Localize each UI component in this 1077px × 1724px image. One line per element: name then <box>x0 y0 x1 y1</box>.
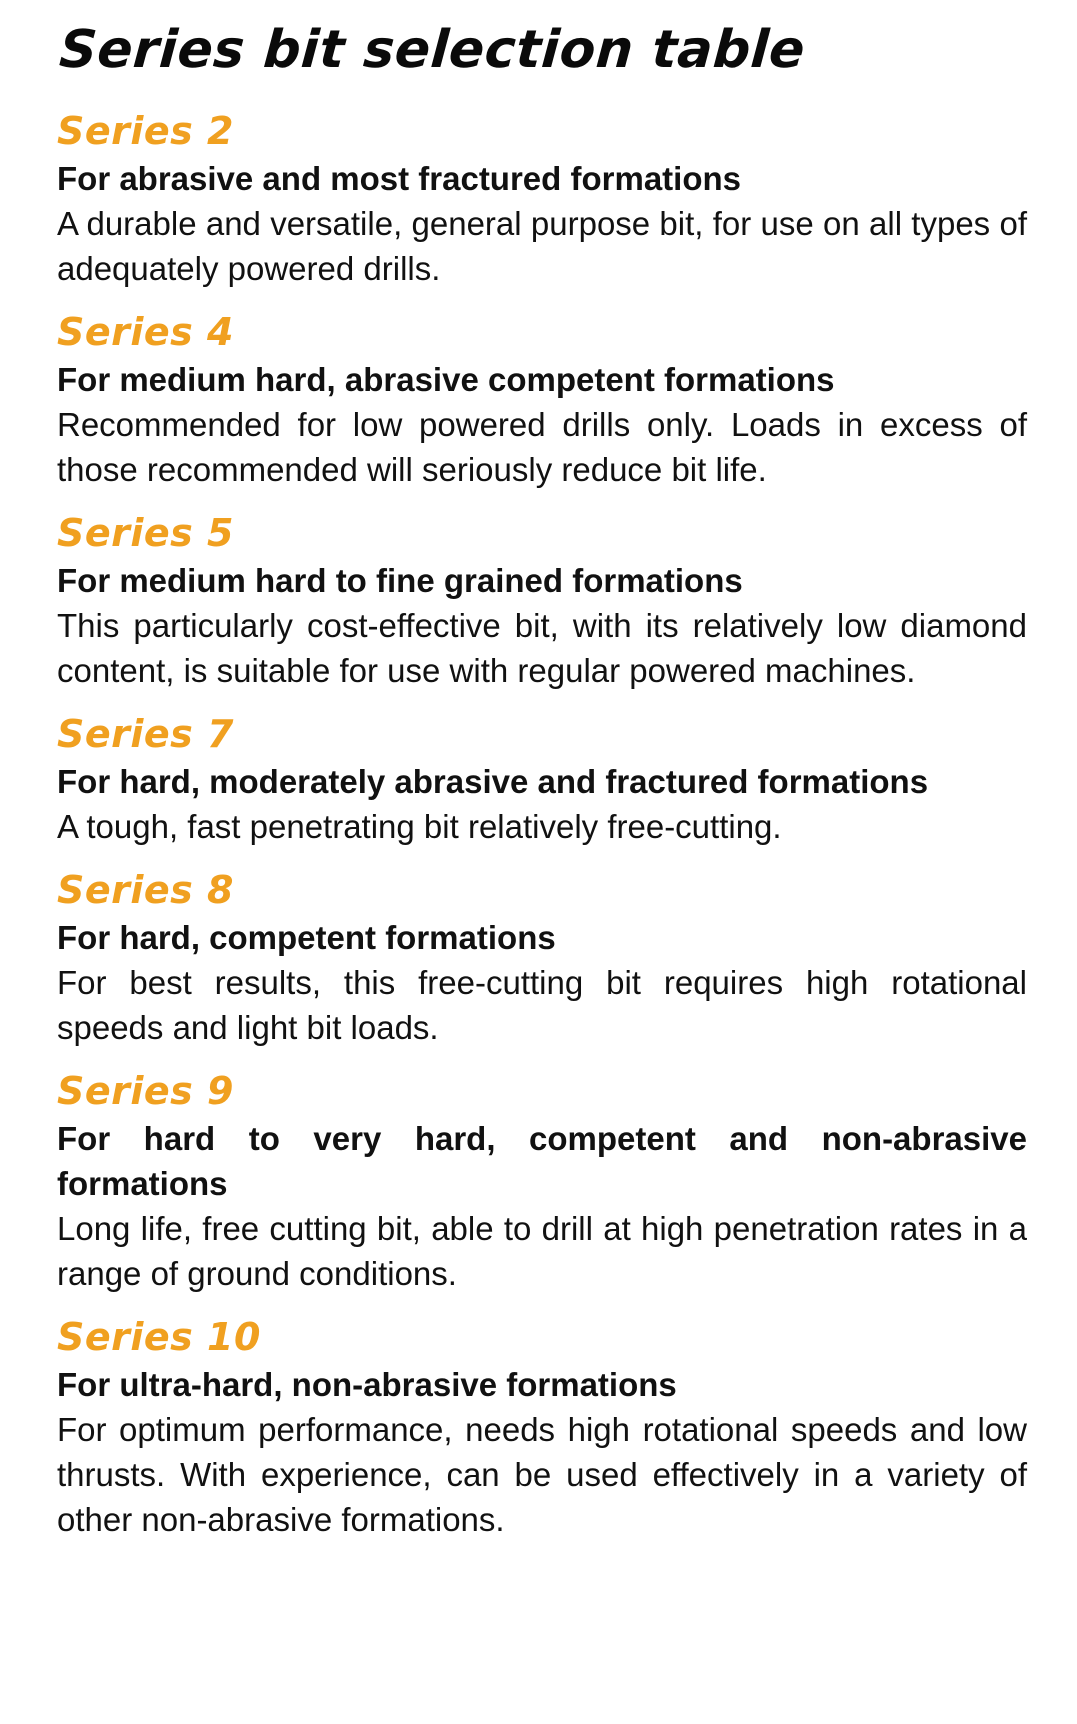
series-name: Series 10 <box>57 1315 261 1359</box>
series-description: For optimum performance, needs high rotational speeds and low thrusts. With experience, can be used effectively in a variety of other non-abrasive formations. <box>57 1411 1027 1538</box>
series-section-4 <box>57 307 1027 492</box>
series-heading: For abrasive and most fractured formations <box>57 160 741 197</box>
series-name: Series 4 <box>57 310 234 354</box>
series-name: Series 7 <box>57 712 234 756</box>
series-name: Series 2 <box>57 109 234 153</box>
series-description: This particularly cost-effective bit, with its relatively low diamond content, is suitable for use with regular powered machines. <box>57 607 1027 689</box>
series-section-2 <box>57 106 1027 291</box>
series-description: A tough, fast penetrating bit relatively free-cutting. <box>57 808 782 845</box>
series-section-10 <box>57 1312 1027 1542</box>
series-heading: For hard, moderately abrasive and fractured formations <box>57 763 929 800</box>
series-section-7 <box>57 709 1027 849</box>
series-description: Long life, free cutting bit, able to drill at high penetration rates in a range of ground conditions. <box>57 1210 1027 1292</box>
page-title: Series bit selection table <box>57 20 808 80</box>
series-heading: For medium hard to fine grained formations <box>57 562 743 599</box>
series-heading: For ultra-hard, non-abrasive formations <box>57 1366 677 1403</box>
series-section-8 <box>57 865 1027 1050</box>
series-name: Series 5 <box>57 511 234 555</box>
series-heading: For hard to very hard, competent and non-abrasive formations <box>57 1120 1027 1202</box>
series-section-5 <box>57 508 1027 693</box>
document-page <box>57 14 1027 1558</box>
series-description: For best results, this free-cutting bit requires high rotational speeds and light bit loads. <box>57 964 1027 1046</box>
series-heading: For hard, competent formations <box>57 919 556 956</box>
series-section-9 <box>57 1066 1027 1296</box>
series-description: Recommended for low powered drills only. Loads in excess of those recommended will seriously reduce bit life. <box>57 406 1027 488</box>
series-name: Series 8 <box>57 868 234 912</box>
series-heading: For medium hard, abrasive competent formations <box>57 361 835 398</box>
series-description: A durable and versatile, general purpose bit, for use on all types of adequately powered drills. <box>57 205 1027 287</box>
series-name: Series 9 <box>57 1069 234 1113</box>
